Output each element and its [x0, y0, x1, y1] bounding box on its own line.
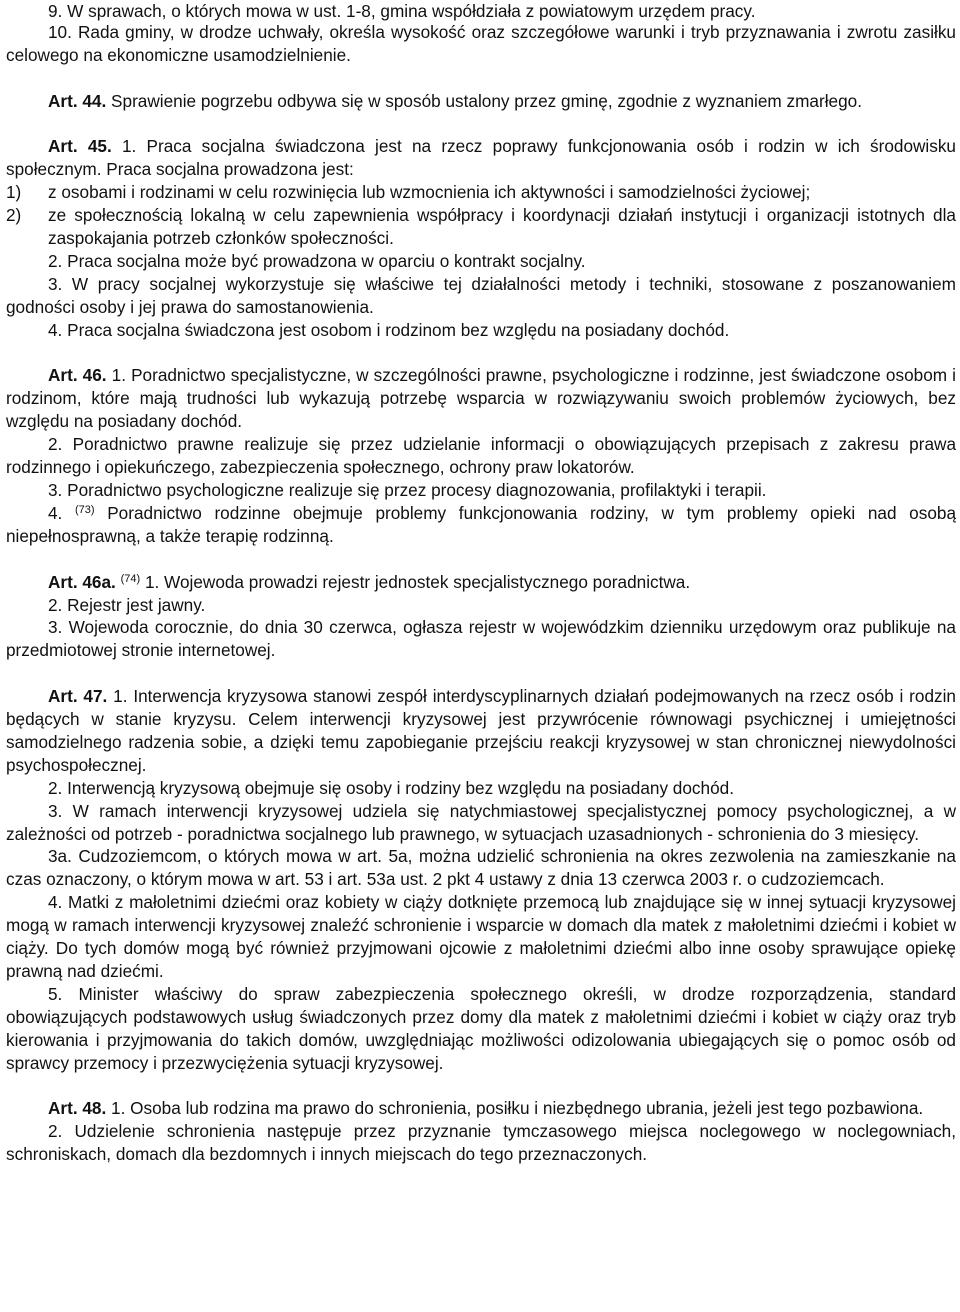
section: 2. Rejestr jest jawny. — [48, 594, 206, 615]
section: 3. W pracy socjalnej wykorzystuje się właściwe tej działalności metody i techniki, stosowane z poszanowaniem godności osoby i jej prawa do samostanowienia. — [6, 273, 956, 317]
list-number: 2) — [6, 205, 22, 226]
article-44 — [6, 90, 956, 113]
section-number: 4. — [48, 502, 75, 523]
article-heading: Art. 46. — [48, 365, 107, 386]
section: 3. Wojewoda corocznie, do dnia 30 czerwca, ogłasza rejestr w wojewódzkim dzienniku urzędowym oraz publikuje na przedmiotowej stronie internetowej. — [6, 617, 956, 661]
section-text: Poradnictwo rodzinne obejmuje problemy funkcjonowania rodziny, w tym problemy opieki nad osobą niepełnosprawną, a także terapię rodzinną. — [6, 502, 957, 546]
article-text: 1. Poradnictwo specjalistyczne, w szczególności prawne, psychologiczne i rodzinne, jest świadczone osobom i rodzinom, które mają trudności lub wykazują potrzebę wsparcia w rozwiązywaniu swoich problemów życiowych, bez względu na posiadany dochód. — [6, 365, 956, 432]
section: 3. W ramach interwencji kryzysowej udziela się natychmiastowej specjalistycznej pomocy psychologicznej, a w zależności od potrzeb - poradnictwa socjalnego lub prawnego, w sytuacjach uzasadnionych - schronienia do 3 miesięcy. — [6, 800, 956, 844]
footnote-ref: (74) — [120, 572, 141, 585]
section: 5. Minister właściwy do spraw zabezpieczenia społecznego określi, w drodze rozporządzenia, standard obowiązujących podstawowych usług świadczonych przez domy dla matek z małoletnimi dziećmi i kobiet w ciąży oraz tryb kierowania i przyjmowania do takich domów, uwzględniając możliwości odizolowania ubiegających się o pomoc osób od sprawcy przemocy i przezwyciężenia sytuacji kryzysowej. — [6, 983, 956, 1073]
section: 2. Interwencją kryzysową obejmuje się osoby i rodziny bez względu na posiadany dochód. — [48, 777, 734, 798]
article-text: 1. Interwencja kryzysowa stanowi zespół interdyscyplinarnych działań podejmowanych na rzecz osób i rodzin będących w stanie kryzysu. Celem interwencji kryzysowej jest przywrócenie równowagi psychicznej i umiejętności samodzielnego radzenia sobie, a dzięki temu zapobieganie przejściu reakcji kryzysowej w stan chronicznej niewydolności psychospołecznej. — [6, 686, 956, 775]
article-45 — [6, 135, 956, 181]
section: 3a. Cudzoziemcom, o których mowa w art. 5a, można udzielić schronienia na okres zezwolenia na zamieszkanie na czas oznaczony, o którym mowa w art. 53 i art. 53a ust. 2 pkt 4 ustawy z dnia 13 czerwca 2003 r. o cudzoziemcach. — [6, 846, 956, 890]
list-item — [6, 204, 956, 250]
section: 2. Poradnictwo prawne realizuje się przez udzielanie informacji o obowiązujących przepisach z zakresu prawa rodzinnego i opiekuńczego, zabezpieczenia społecznego, ochrony praw lokatorów. — [6, 434, 956, 478]
document-page — [6, 0, 956, 1166]
section — [6, 502, 956, 548]
article-heading: Art. 45. — [48, 136, 112, 157]
article-46a — [6, 571, 956, 594]
footnote-ref: (73) — [75, 503, 95, 516]
paragraph: 9. W sprawach, o których mowa w ust. 1-8, gmina współdziała z powiatowym urzędem pracy. — [48, 1, 756, 21]
article-text: 1. Praca socjalna świadczona jest na rzecz poprawy funkcjonowania osób i rodzin w ich środowisku społecznym. Praca socjalna prowadzona jest: — [6, 136, 956, 180]
article-text: Sprawienie pogrzebu odbywa się w sposób ustalony przez gminę, zgodnie z wyznaniem zmarłego. — [106, 90, 862, 111]
article-46 — [6, 364, 956, 433]
article-48 — [6, 1097, 956, 1120]
article-text: 1. Osoba lub rodzina ma prawo do schronienia, posiłku i niezbędnego ubrania, jeżeli jest tego pozbawiona. — [106, 1098, 924, 1119]
section: 3. Poradnictwo psychologiczne realizuje się przez procesy diagnozowania, profilaktyki i terapii. — [48, 479, 767, 500]
article-47 — [6, 685, 956, 777]
paragraph: 10. Rada gminy, w drodze uchwały, określa wysokość oraz szczegółowe warunki i tryb przyznawania i zwrotu zasiłku celowego na ekonomiczne usamodzielnienie. — [6, 21, 956, 65]
list-number: 1) — [6, 182, 22, 203]
list-text: ze społecznością lokalną w celu zapewnienia współpracy i koordynacji działań instytucji i organizacji istotnych dla zaspokajania potrzeb członków społeczności. — [48, 205, 956, 249]
article-heading: Art. 44. — [48, 90, 107, 111]
list-text: z osobami i rodzinami w celu rozwinięcia lub wzmocnienia ich aktywności i samodzielności życiowej; — [48, 182, 811, 203]
section: 4. Matki z małoletnimi dziećmi oraz kobiety w ciąży dotknięte przemocą lub znajdujące się w innej sytuacji kryzysowej mogą w ramach interwencji kryzysowej znaleźć schronienie i wsparcie w domach dla matek z małoletnimi dziećmi i kobiet w ciąży. Do tych domów mogą być również przyjmowani ojcowie z małoletnimi dziećmi albo inne osoby sprawujące opiekę prawną nad dziećmi. — [6, 892, 956, 981]
article-heading: Art. 48. — [48, 1098, 107, 1119]
section: 2. Udzielenie schronienia następuje przez przyznanie tymczasowego miejsca noclegowego w noclegowniach, schroniskach, domach dla bezdomnych i innych miejscach do tego przeznaczonych. — [6, 1121, 956, 1165]
article-heading: Art. 46a. — [48, 571, 116, 592]
section: 2. Praca socjalna może być prowadzona w oparciu o kontrakt socjalny. — [48, 250, 586, 271]
article-heading: Art. 47. — [48, 686, 108, 707]
section: 4. Praca socjalna świadczona jest osobom i rodzinom bez względu na posiadany dochód. — [48, 319, 730, 340]
list-item — [6, 181, 956, 204]
article-text: 1. Wojewoda prowadzi rejestr jednostek specjalistycznego poradnictwa. — [140, 571, 691, 592]
